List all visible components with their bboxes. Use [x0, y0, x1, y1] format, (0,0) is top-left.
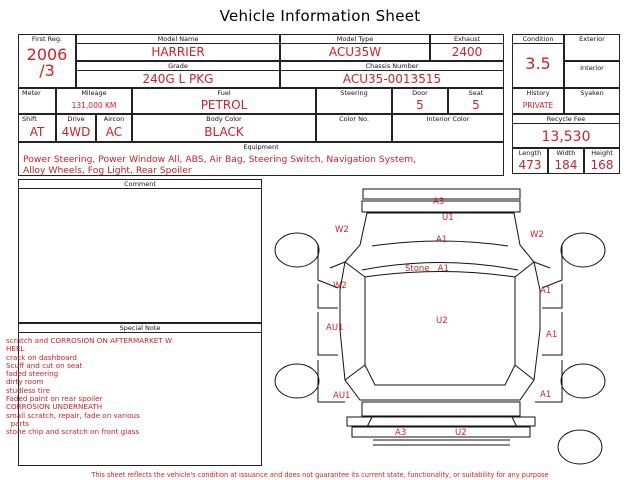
special-note-line: studless tire	[6, 385, 50, 395]
special-note-line: CORROSION UNDERNEATH	[6, 402, 103, 412]
recycle-fee-label: Recycle Fee	[546, 115, 586, 123]
length-cell	[512, 148, 548, 174]
drive-cell	[56, 114, 96, 142]
first-reg-year: 2006	[26, 45, 68, 64]
length-value: 473	[518, 158, 542, 172]
right-front-fender	[542, 244, 562, 288]
interior-color-cell	[392, 114, 504, 142]
special-note-line: dirty room	[6, 377, 44, 387]
condition-cell	[512, 34, 564, 88]
seat-label: Seat	[468, 89, 484, 97]
exhaust-label: Exhaust	[453, 35, 481, 43]
mark-u2-roof: U2	[436, 316, 448, 326]
mark-a1-hood: A1	[436, 235, 448, 245]
special-note-line: HEEL	[6, 344, 25, 354]
fuel-label: Fuel	[217, 89, 231, 97]
body-color-cell	[132, 114, 316, 142]
special-note-line: crack on dashboard	[6, 352, 77, 362]
seat-cell	[448, 88, 504, 114]
height-value: 168	[590, 158, 614, 172]
mileage-label: Mileage	[81, 89, 107, 97]
exhaust-cell	[430, 34, 504, 61]
mark-au1-left-rear: AU1	[333, 391, 351, 401]
steering-label: Steering	[340, 89, 368, 97]
equipment-cell	[18, 142, 504, 176]
shift-value: AT	[29, 125, 45, 139]
history-value: PRIVATE	[522, 101, 554, 110]
model-type-value: ACU35W	[328, 45, 382, 59]
interior-color-label: Interior Color	[426, 115, 470, 123]
chassis-number-value: ACU35-0013515	[342, 72, 442, 86]
width-label: Width	[556, 149, 576, 157]
rear-hatch-outline	[362, 402, 520, 416]
shift-cell	[18, 114, 56, 142]
wheel-rear-left	[275, 364, 319, 398]
special-note-line: scratch and CORROSION ON AFTERMARKET W	[6, 336, 173, 345]
model-name-label: Model Name	[157, 35, 199, 43]
interior-label: Interior	[580, 64, 604, 72]
door-cell	[392, 88, 448, 114]
aircon-label: Aircon	[103, 115, 125, 123]
mark-w2-left-front: W2	[335, 225, 349, 235]
mileage-cell	[56, 88, 132, 114]
special-note-line: faded steering	[6, 369, 59, 379]
roof-outline	[365, 272, 515, 386]
mark-a1-right-rear: A1	[540, 390, 552, 400]
exhaust-value: 2400	[451, 45, 483, 59]
condition-label: Condition	[522, 35, 554, 43]
meter-label: Meter	[22, 89, 41, 97]
special-note-line: small scratch, repair, fade on various	[6, 410, 140, 420]
chassis-number-cell	[280, 61, 504, 88]
door-label: Door	[412, 89, 428, 97]
fuel-value: PETROL	[200, 98, 248, 112]
body-color-label: Body Color	[206, 115, 242, 123]
condition-value: 3.5	[525, 54, 551, 73]
drive-label: Drive	[67, 115, 85, 123]
mark-u2-bottom: U2	[455, 428, 467, 438]
height-cell	[584, 148, 620, 174]
aircon-cell	[96, 114, 132, 142]
special-note-line: parts	[6, 418, 30, 428]
mark-a1-right-side: A1	[540, 286, 552, 296]
special-note-line: Scuff and cut on seat	[6, 360, 83, 370]
color-no-label: Color No.	[339, 115, 369, 123]
mark-a3-top: A3	[433, 197, 445, 207]
mark-w2-left-side: W2	[333, 281, 347, 291]
mark-a1-right-mid: A1	[546, 330, 558, 340]
wheel-rear-right	[561, 364, 605, 398]
aircon-value: AC	[105, 125, 123, 139]
model-name-value: HARRIER	[151, 45, 205, 59]
wheel-front-right	[561, 233, 605, 267]
door-value: 5	[416, 98, 424, 112]
grade-label: Grade	[168, 62, 188, 70]
mark-au1-left: AU1	[326, 323, 344, 333]
history-label: History	[526, 89, 550, 97]
width-value: 184	[554, 158, 578, 172]
special-note-line: stone chip and scratch on front glass	[6, 427, 140, 437]
spare-wheel	[558, 430, 602, 464]
history-cell	[512, 88, 564, 114]
interior-cell	[564, 61, 620, 88]
steering-cell	[316, 88, 392, 114]
first-reg-label: First Reg.	[31, 35, 63, 43]
syaken-label: Syaken	[580, 89, 604, 97]
first-reg-month: /3	[39, 61, 55, 80]
grade-cell	[76, 61, 280, 88]
first-reg-cell	[18, 34, 76, 88]
drive-value: 4WD	[61, 125, 91, 139]
rear-bumper-outline	[352, 427, 530, 437]
exterior-cell	[564, 34, 620, 61]
meter-cell	[18, 88, 56, 114]
model-type-label: Model Type	[336, 35, 374, 43]
mark-w2-right-front: W2	[530, 230, 544, 240]
length-label: Length	[518, 149, 542, 157]
mark-u1: U1	[442, 213, 454, 223]
mark-a3-bottom: A3	[395, 428, 407, 438]
rear-panel-outline	[347, 417, 535, 426]
equipment-label: Equipment	[243, 143, 279, 151]
shift-label: Shift	[22, 115, 37, 123]
comment-label: Comment	[124, 180, 156, 188]
seat-value: 5	[472, 98, 480, 112]
comment-box	[18, 179, 262, 323]
fuel-cell	[132, 88, 316, 114]
special-note-label: Special Note	[119, 324, 161, 332]
sheet-title: Vehicle Information Sheet	[219, 7, 421, 25]
wheel-front-left	[275, 233, 319, 267]
equipment-line-1: Power Steering, Power Window All, ABS, Air Bag, Steering Switch, Navigation System,	[23, 154, 417, 165]
recycle-fee-value: 13,530	[541, 129, 591, 145]
special-note-list	[6, 337, 256, 437]
left-doors	[318, 312, 338, 355]
special-note-line: Faded paint on rear spoiler	[6, 394, 103, 404]
recycle-fee-cell	[512, 114, 620, 148]
color-no-cell	[316, 114, 392, 142]
grade-value: 240G L PKG	[142, 72, 214, 86]
model-name-cell	[76, 34, 280, 61]
model-type-cell	[280, 34, 430, 61]
disclaimer-text: This sheet reflects the vehicle's condition at issuance and does not guarantee its current state, functionality, or suitability for any purpose	[91, 471, 549, 479]
equipment-line-2: Alloy Wheels, Fog Light, Rear Spoiler	[23, 165, 192, 176]
height-label: Height	[591, 149, 613, 157]
chassis-number-label: Chassis Number	[365, 62, 419, 70]
syaken-cell	[564, 88, 620, 114]
mark-stone-a1: Stone A1	[405, 264, 449, 274]
exterior-label: Exterior	[579, 35, 605, 43]
body-color-value: BLACK	[204, 125, 244, 139]
mileage-value: 131,000 KM	[71, 101, 117, 110]
width-cell	[548, 148, 584, 174]
